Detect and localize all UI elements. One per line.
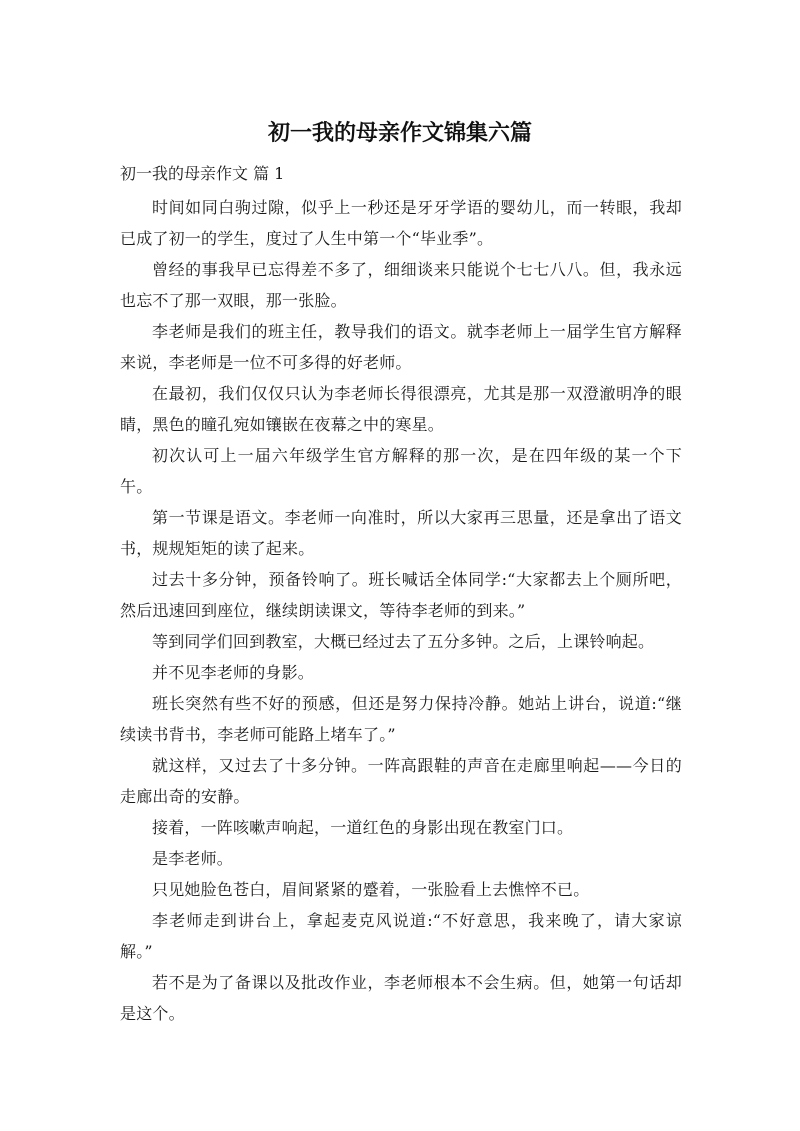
paragraph: 并不见李老师的身影。 bbox=[152, 663, 315, 682]
document-body bbox=[120, 192, 682, 1029]
paragraph: 第一节课是语文。李老师一向准时，所以大家再三思量，还是拿出了语文书，规规矩矩的读了起来。 bbox=[120, 508, 682, 558]
paragraph: 曾经的事我早已忘得差不多了，细细谈来只能说个七七八八。但，我永远也忘不了那一双眼，那一张脸。 bbox=[120, 260, 682, 310]
section-heading: 初一我的母亲作文 篇 1 bbox=[120, 164, 285, 183]
paragraph: 班长突然有些不好的预感，但还是努力保持冷静。她站上讲台，说道:“继续读书背书，李老师可能路上堵车了。” bbox=[120, 694, 682, 744]
paragraph: 初次认可上一届六年级学生官方解释的那一次，是在四年级的某一个下午。 bbox=[120, 446, 682, 496]
paragraph: 是李老师。 bbox=[152, 849, 234, 868]
paragraph: 接着，一阵咳嗽声响起，一道红色的身影出现在教室门口。 bbox=[152, 818, 574, 837]
paragraph: 在最初，我们仅仅只认为李老师长得很漂亮，尤其是那一双澄澈明净的眼睛，黑色的瞳孔宛如镶嵌在夜幕之中的寒星。 bbox=[120, 384, 682, 434]
paragraph: 若不是为了备课以及批改作业，李老师根本不会生病。但，她第一句话却是这个。 bbox=[120, 973, 682, 1023]
paragraph: 时间如同白驹过隙，似乎上一秒还是牙牙学语的婴幼儿，而一转眼，我却已成了初一的学生，度过了人生中第一个“毕业季”。 bbox=[120, 198, 682, 248]
paragraph: 只见她脸色苍白，眉间紧紧的蹙着，一张脸看上去憔悴不已。 bbox=[152, 880, 590, 899]
paragraph: 李老师是我们的班主任，教导我们的语文。就李老师上一届学生官方解释来说，李老师是一位不可多得的好老师。 bbox=[120, 322, 682, 372]
paragraph: 李老师走到讲台上，拿起麦克风说道:“不好意思，我来晚了，请大家谅解。” bbox=[120, 911, 682, 961]
paragraph: 就这样，又过去了十多分钟。一阵高跟鞋的声音在走廊里响起——今日的走廊出奇的安静。 bbox=[120, 756, 682, 806]
document-title: 初一我的母亲作文锦集六篇 bbox=[267, 121, 532, 146]
paragraph: 等到同学们回到教室，大概已经过去了五分多钟。之后，上课铃响起。 bbox=[152, 632, 655, 651]
paragraph: 过去十多分钟，预备铃响了。班长喊话全体同学:“大家都去上个厕所吧，然后迅速回到座位，继续朗读课文，等待李老师的到来。” bbox=[120, 570, 682, 620]
